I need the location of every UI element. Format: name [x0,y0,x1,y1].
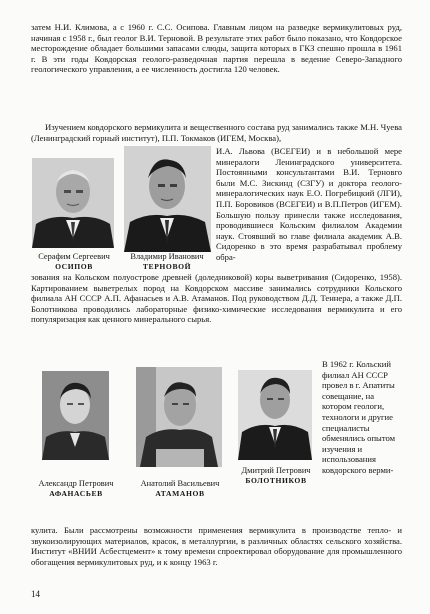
caption-surname: АТАМАНОВ [155,489,205,498]
caption-given-name: Владимир Иванович [130,252,204,261]
caption-given-name: Серафим Сергеевич [38,252,110,261]
caption-surname: АФАНАСЬЕВ [49,489,103,498]
paragraph-5-wrapped: В 1962 г. Кольский филиал АН СССР провел в г. Апатиты совещание, на котором геологи, технологи и другие специалисты обменялись опытом изучения и использования ковдорского верми- [322,359,396,475]
portrait-photo-atamanov [136,367,222,467]
caption-afanasyev [26,479,126,499]
paragraph-6: кулита. Были рассмотрены возможности применения вермикулита в производстве тепло- и звукоизолирующих материалов, красок, в металлургии, в различных областях сельского хозяйства. Институт «ВНИИ Асбестцемент» к тому времени спроектировал оборудование для промышленного обогащения вермикулитовых руд, и к концу 1963 г. [31,525,402,567]
caption-given-name: Александр Петрович [38,479,114,488]
portrait-image [124,146,211,252]
caption-surname: ТЕРНОВОЙ [142,262,192,271]
portrait-photo-ternovoy [124,146,211,252]
caption-surname: БОЛОТНИКОВ [245,476,307,485]
paragraph-1: затем Н.И. Климова, а с 1960 г. С.С. Осипова. Главным лицом на разведке вермикулитовых руд, начиная с 1958 г., был геолог В.И. Терновой. В результате этих работ было показано, что Ковдорское месторождение обладает большими запасами слюды, защита которых в ГКЗ спешно прошла в 1961 г. В эти годы Ковдорская геолого-разведочная партия перешла в ведение Северо-Западного геологического управления, а ее численность достигла 120 человек. [31,22,402,75]
caption-surname: ОСИПОВ [55,262,93,271]
caption-osipov [26,252,122,272]
portrait-photo-afanasyev [42,371,109,460]
portrait-image [42,371,109,460]
portrait-image [238,370,312,460]
portrait-image [32,158,114,248]
caption-atamanov [128,479,232,499]
portrait-photo-bolotnikov [238,370,312,460]
portrait-photo-osipov [32,158,114,248]
paragraph-2: Изучением ковдорского вермикулита и вещественного состава руд занимались также М.Н. Чуева (Ленинградский горный институт), П.П. Токмаков (ИГЕМ, Москва), [31,122,402,143]
caption-bolotnikov [230,466,322,486]
caption-given-name: Анатолий Васильевич [140,479,220,488]
page-number: 14 [31,589,40,599]
paragraph-3-continued: зования на Кольском полуострове древней (доледниковой) коры выветривания (Сидоренко, 1958). Картированием выветрелых пород на Ковдорском массиве занимались сотрудники Кольского филиала АН СССР А.П. Афанасьев и А.В. Атаманов. Под руководством Д.Д. Теннера, а также Д.П. Болотникова проводились лабораторные физико-химические исследования вермикулита и его популяризация как ценного минерального сырья. [31,272,402,325]
portrait-image [136,367,222,467]
caption-ternovoy [116,252,218,272]
paragraph-3-wrapped: И.А. Львова (ВСЕГЕИ) и в небольшой мере минералоги Ленинградского университета. Постоянными консультантами В.И. Терновго были М.С. Зискинд (СЗГУ) и доктора геолого-минералогических наук Е.О. Погребицкий (ЛГИ), П.П. Боровиков (ВСЕГЕИ) и В.П.Петров (ИГЕМ). Большую пользу принесли также исследования, проводившиеся Кольским филиалом Академии наук. Стоявший во главе филиала академик А.В. Сидоренко в это время разрабатывал проблему обра- [216,146,402,262]
caption-given-name: Дмитрий Петрович [241,466,311,475]
